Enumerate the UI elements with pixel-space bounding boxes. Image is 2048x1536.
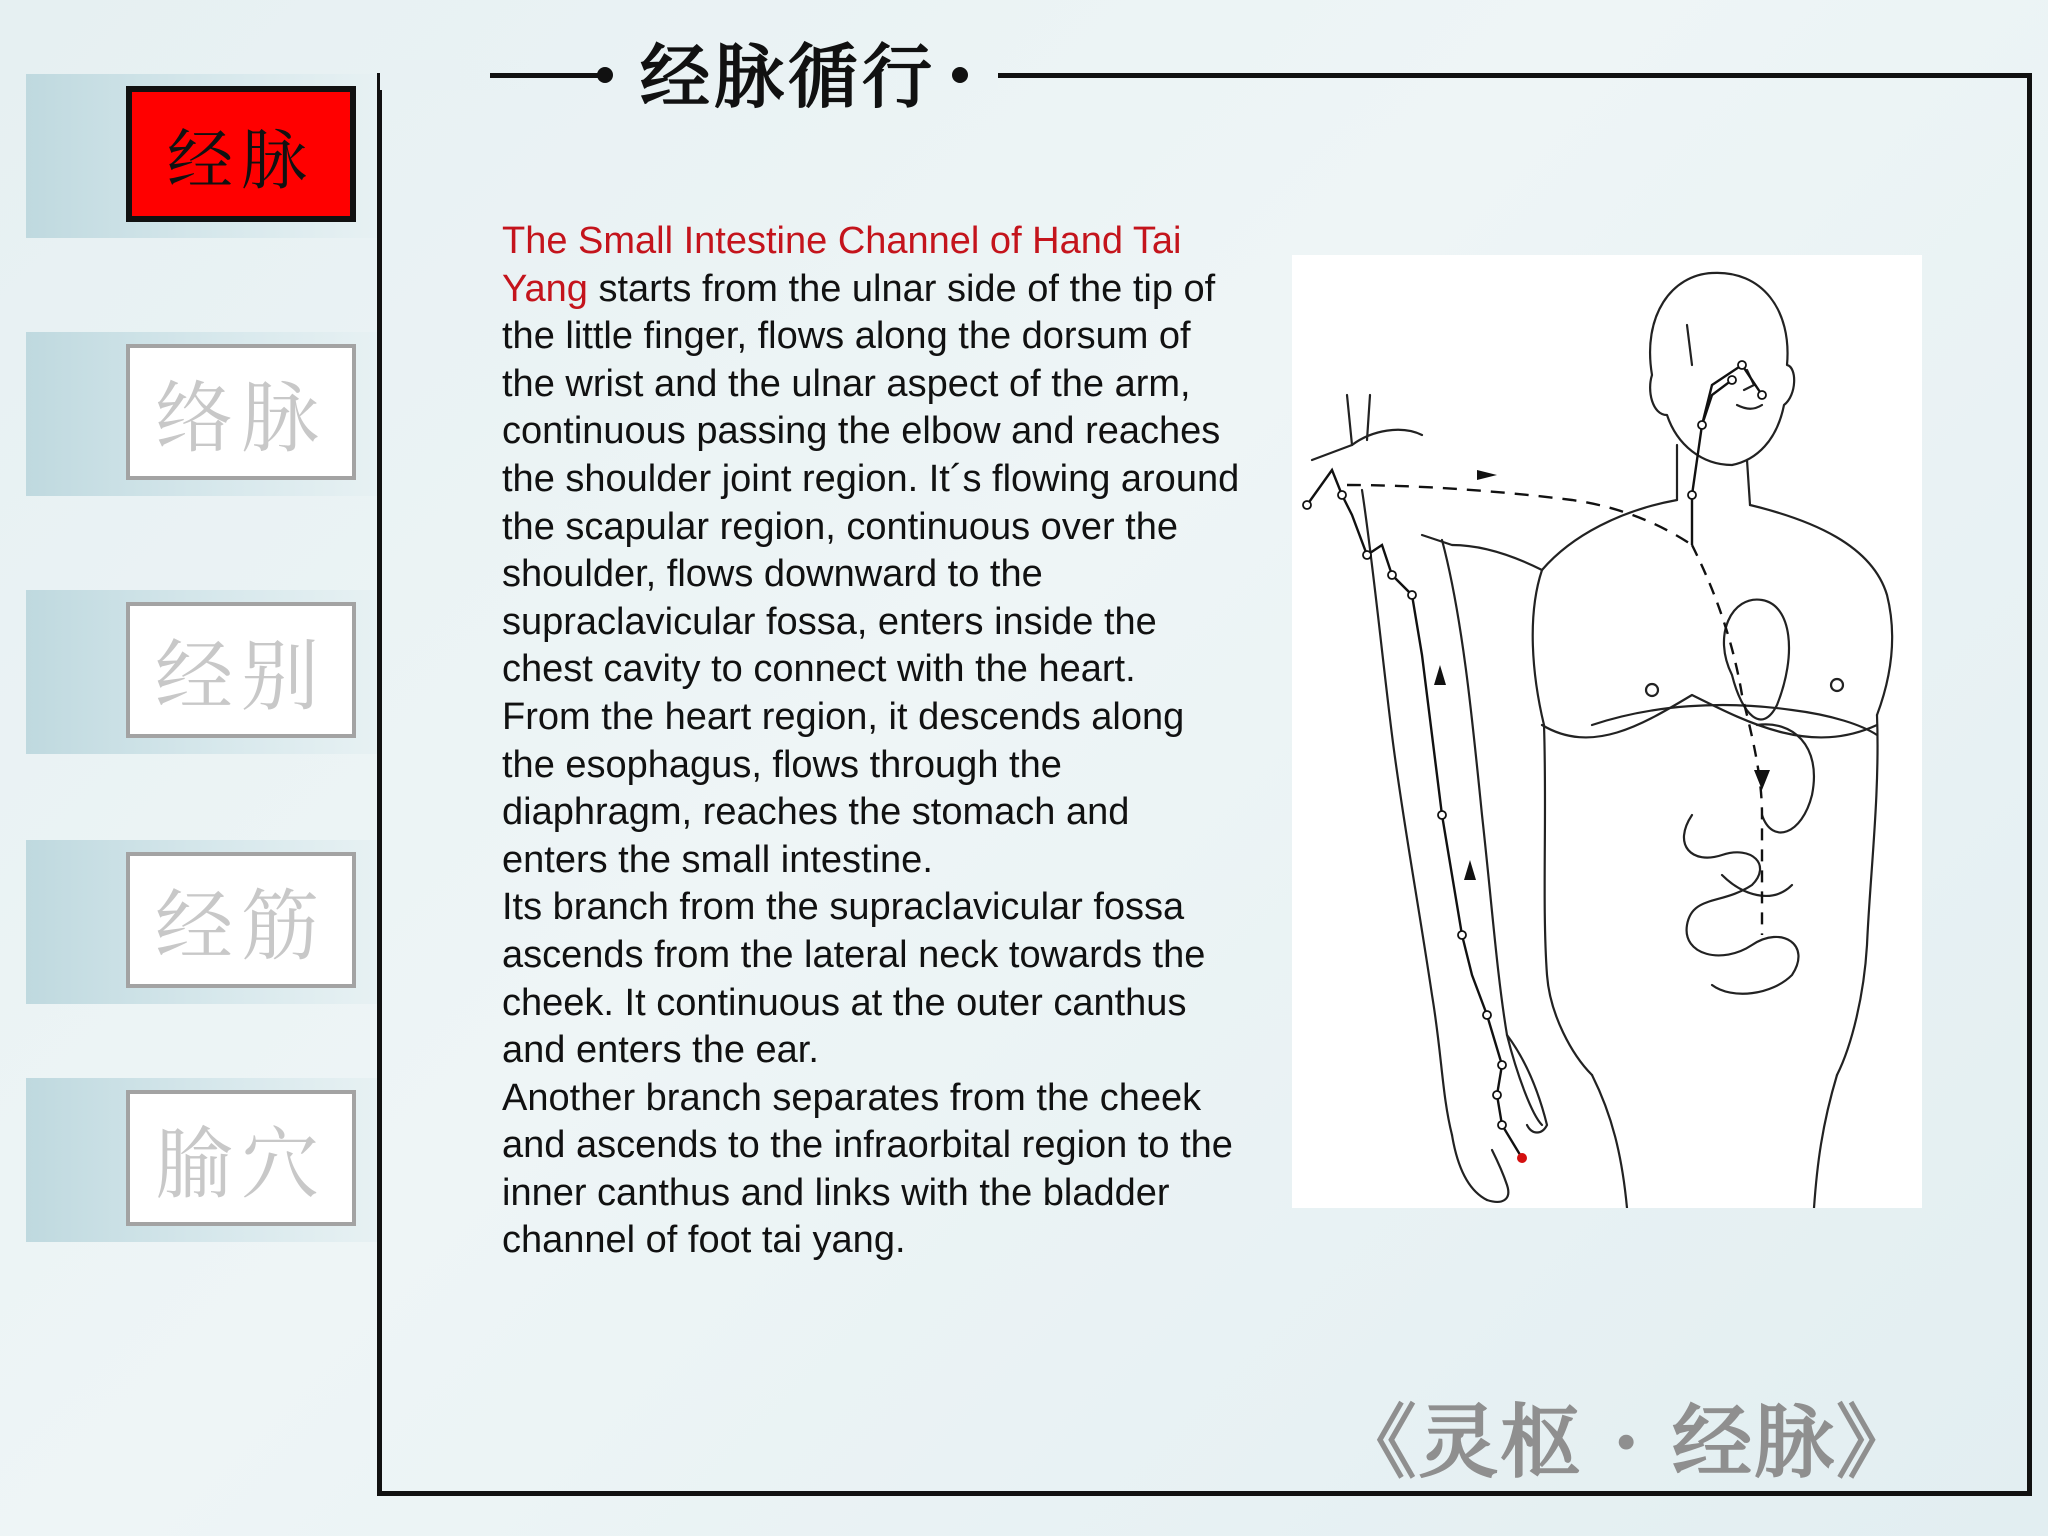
meridian-figure (1292, 255, 1922, 1208)
paragraph-1 (502, 218, 1242, 694)
paragraph-3: Its branch from the supraclavicular fossa ascends from the lateral neck towards the cheek. It continuous at the outer canthus and enters the ear. (502, 886, 1206, 1072)
nav-item-jingjin[interactable]: 经筋 (126, 852, 356, 988)
description-text (502, 218, 1242, 1265)
title-bullet-right (952, 67, 968, 83)
nav-item-shuxue[interactable]: 腧穴 (126, 1090, 356, 1226)
paragraph-1-text: starts from the ulnar side of the tip of the little finger, flows along the dorsum of the wrist and the ulnar aspect of the arm, continuous passing the elbow and reaches the shoulder joint region. It´s flowing around the scapular region, continuous over the shoulder, flows downward to the supraclavicular fossa, enters inside the chest cavity to connect with the heart. (502, 267, 1240, 691)
nav-item-jingmai[interactable]: 经脉 (126, 86, 356, 222)
body-illustration (1292, 255, 1922, 1208)
source-citation: 《灵枢 · 经脉》 (1336, 1395, 1918, 1489)
title-bullet-left (597, 67, 613, 83)
title-rule (490, 73, 605, 78)
paragraph-2: From the heart region, it descends along the esophagus, flows through the diaphragm, reaches the stomach and enters the small intestine. (502, 695, 1185, 881)
nav-item-luomai[interactable]: 络脉 (126, 344, 356, 480)
nav-item-jingbie[interactable]: 经别 (126, 602, 356, 738)
page-title: 经脉循行 (640, 35, 936, 118)
channel-name: The Small Intestine Channel of Hand Tai Yang (502, 220, 1182, 310)
paragraph-4: Another branch separates from the cheek and ascends to the infraorbital region to the inner canthus and links with the bladder channel of foot tai yang. (502, 1076, 1233, 1262)
